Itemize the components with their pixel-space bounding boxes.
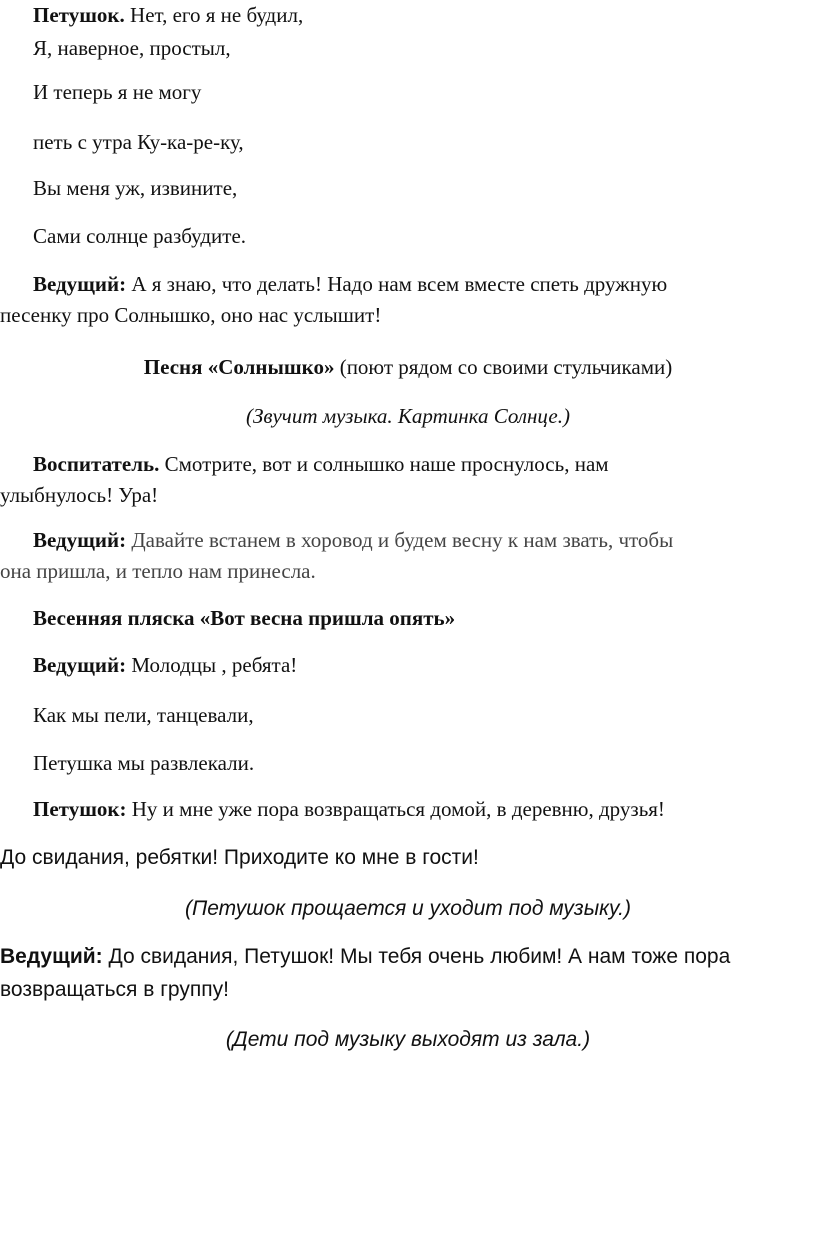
line-text: А я знаю, что делать! Надо нам всем вместе спеть дружную xyxy=(126,272,668,296)
stage-direction: (Звучит музыка. Картинка Солнце.) xyxy=(245,404,570,428)
line-vedushchiy-4 xyxy=(0,944,730,970)
line-petushok-2 xyxy=(33,796,665,822)
speaker-name: Ведущий: xyxy=(33,653,127,677)
line-text: Вы меня уж, извините, xyxy=(33,176,238,200)
line-text: До свидания, Петушок! Мы тебя очень любим! А нам тоже пора xyxy=(102,945,731,968)
line-vedushchiy-1 xyxy=(33,271,667,297)
line-text: возвращаться в группу! xyxy=(0,978,229,1001)
line-text: Как мы пели, танцевали, xyxy=(33,703,254,727)
line-text: Сами солнце разбудите. xyxy=(33,224,247,248)
line-petushok-1 xyxy=(33,2,303,28)
speaker-name: Ведущий: xyxy=(0,945,103,968)
speaker-name: Петушок: xyxy=(33,797,127,821)
song-note: (поют рядом со своими стульчиками) xyxy=(334,355,673,379)
line-text: До свидания, ребятки! Приходите ко мне в гости! xyxy=(0,846,479,869)
line-text: петь с утра Ку-ка-ре-ку, xyxy=(33,130,244,154)
stage-direction: (Дети под музыку выходят из зала.) xyxy=(225,1028,591,1051)
line-text: Петушка мы развлекали. xyxy=(33,751,255,775)
line-vospitatel xyxy=(33,451,609,477)
speaker-name: Ведущий: xyxy=(33,272,127,296)
line-text: песенку про Солнышко, оно нас услышит! xyxy=(0,303,382,327)
line-text: она пришла, и тепло нам принесла. xyxy=(0,559,316,583)
line-vedushchiy-3 xyxy=(33,652,297,678)
speaker-name: Ведущий: xyxy=(33,528,127,552)
dance-heading xyxy=(33,605,455,631)
line-text: Смотрите, вот и солнышко наше проснулось, нам xyxy=(159,452,609,476)
line-text: Давайте встанем в хоровод и будем весну к нам звать, чтобы xyxy=(126,528,674,552)
line-text: Нет, его я не будил, xyxy=(124,3,304,27)
line-text: Ну и мне уже пора возвращаться домой, в деревню, друзья! xyxy=(126,797,665,821)
line-text: Я, наверное, простыл, xyxy=(33,36,231,60)
line-text: И теперь я не могу xyxy=(33,80,202,104)
line-text: улыбнулось! Ура! xyxy=(0,483,159,507)
song-title: Песня «Солнышко» xyxy=(143,355,335,379)
dance-title: Весенняя пляска «Вот весна пришла опять» xyxy=(33,606,456,630)
line-text: Молодцы , ребята! xyxy=(126,653,298,677)
song-heading xyxy=(0,354,816,380)
speaker-name: Воспитатель. xyxy=(33,452,160,476)
line-vedushchiy-2 xyxy=(33,527,673,553)
stage-direction: (Петушок прощается и уходит под музыку.) xyxy=(185,897,631,920)
speaker-name: Петушок. xyxy=(33,3,125,27)
